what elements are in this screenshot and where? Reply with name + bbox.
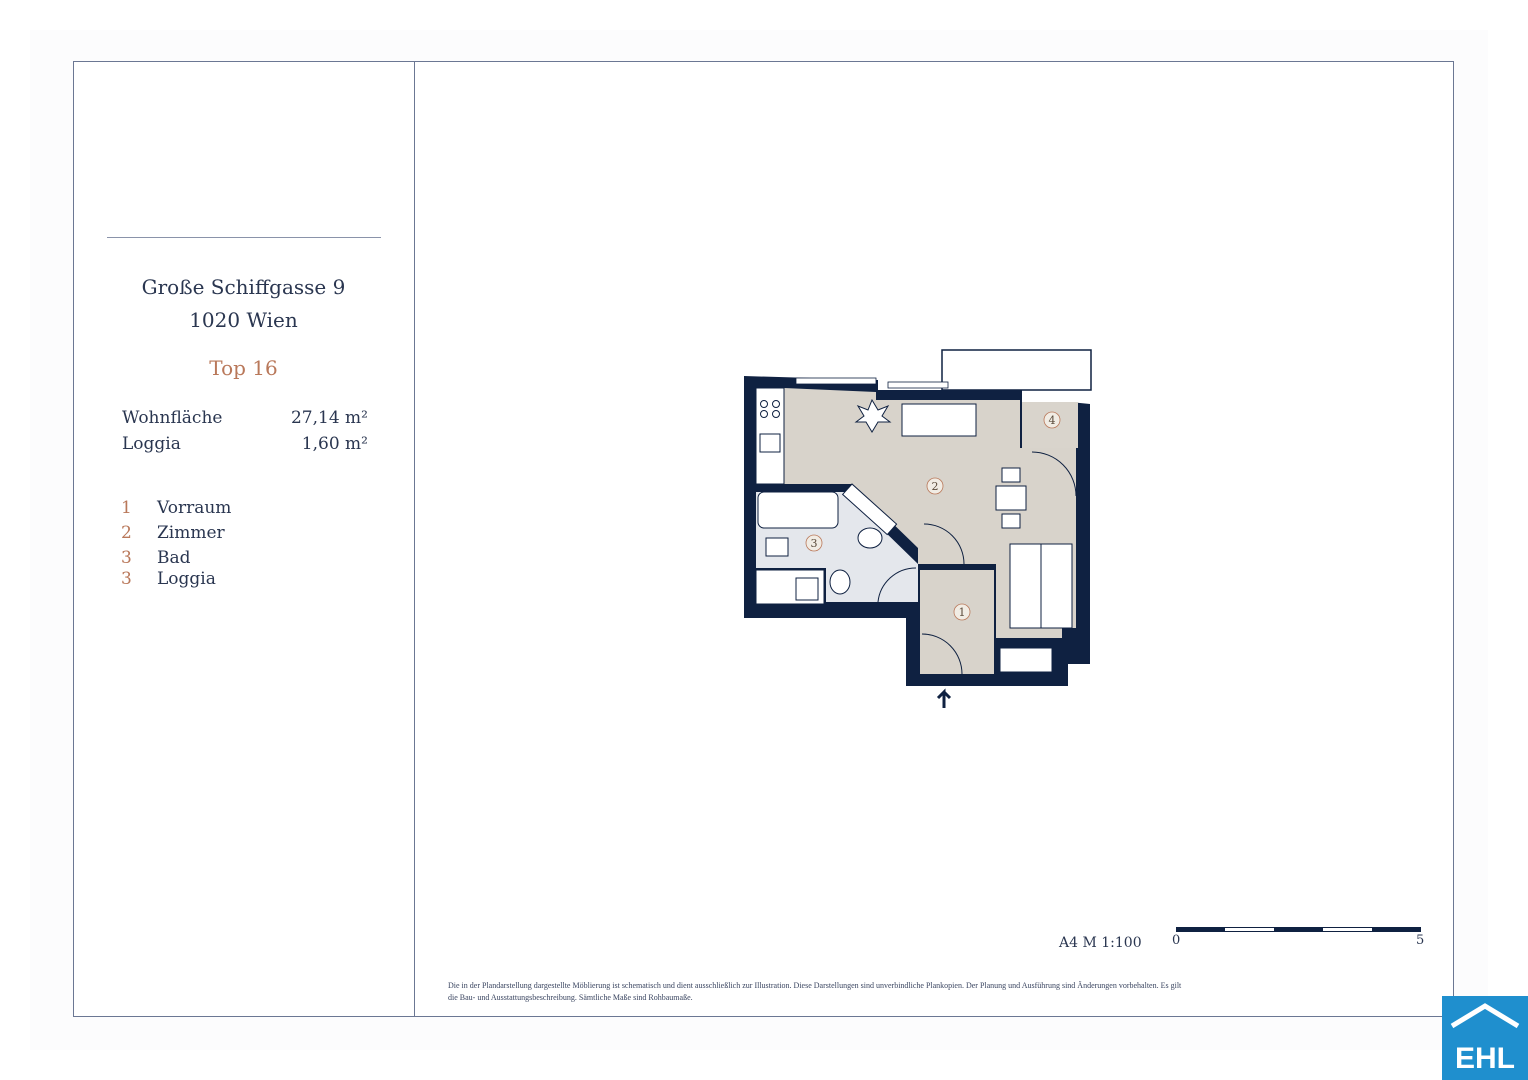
floor-plan	[740, 348, 1100, 714]
storage-room	[756, 570, 824, 604]
entrance-arrow-icon	[938, 692, 950, 708]
area-label: Loggia	[122, 434, 181, 454]
scale-start: 0	[1172, 933, 1181, 948]
loggia-railing	[942, 350, 1091, 390]
toilet-icon	[830, 570, 850, 594]
chair	[1002, 468, 1020, 482]
area-row-loggia	[122, 434, 368, 454]
svg-text:EHL: EHL	[1455, 1042, 1515, 1075]
scale-end: 5	[1416, 933, 1425, 948]
washbasin	[766, 538, 788, 556]
svg-text:2: 2	[931, 480, 939, 493]
scale-bar	[1176, 927, 1421, 932]
dining-table	[996, 486, 1026, 510]
legend-label: Vorraum	[157, 498, 232, 518]
legend-label: Zimmer	[157, 523, 225, 543]
room-marker	[927, 478, 943, 494]
sofa	[902, 404, 976, 436]
header-rule	[107, 237, 381, 238]
area-label: Wohnfläche	[122, 408, 223, 428]
area-value: 1,60 m²	[301, 434, 368, 454]
address-street: Große Schiffgasse 9	[141, 275, 346, 299]
address-city: 1020 Wien	[189, 308, 298, 332]
scale-label: A4 M 1:100	[1059, 935, 1142, 951]
legend-number: 3	[121, 569, 132, 589]
window	[888, 382, 948, 388]
legend-item	[121, 523, 225, 543]
svg-text:3: 3	[810, 537, 818, 550]
svg-text:1: 1	[958, 606, 966, 619]
unit-title: Top 16	[209, 356, 278, 380]
legend-number: 2	[121, 523, 132, 543]
panel-divider	[414, 61, 415, 1017]
wardrobe	[1000, 648, 1052, 672]
ehl-logo	[1442, 996, 1528, 1080]
legend-item	[121, 569, 216, 589]
chair	[1002, 514, 1020, 528]
room-marker	[1044, 412, 1060, 428]
legend-label: Loggia	[157, 569, 216, 589]
area-value: 27,14 m²	[290, 408, 368, 428]
legend-label: Bad	[157, 548, 191, 568]
shower-icon	[858, 528, 882, 548]
room-vorraum-floor	[920, 570, 994, 674]
window	[796, 378, 876, 384]
legend-number: 1	[121, 498, 132, 518]
legend-number: 3	[121, 548, 132, 568]
disclaimer-text: Die in der Plandarstellung dargestellte Möblierung ist schematisch und dient ausschließlich zur Illustration. Diese Darstellungen sind unverbindliche Plankopien. Der Planung und Ausführung sind Änderungen vorbehalten. Es gilt die Bau- und Ausstattungsbeschreibung. Sämtliche Maße sind Rohbaumaße.	[448, 981, 1182, 1002]
bathtub	[758, 492, 838, 528]
legend-item	[121, 548, 191, 568]
room-marker	[806, 535, 822, 551]
legend-item	[121, 498, 231, 518]
svg-text:4: 4	[1048, 414, 1056, 427]
area-row-living	[122, 408, 368, 428]
room-marker	[954, 604, 970, 620]
